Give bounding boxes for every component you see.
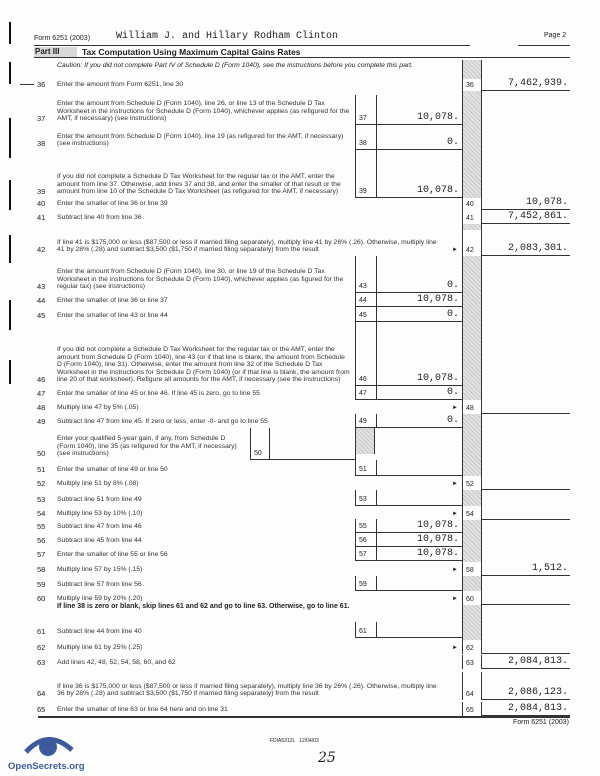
divider bbox=[34, 45, 470, 46]
line-amount[interactable]: 10,078. bbox=[525, 197, 568, 208]
inner-entry-box bbox=[355, 256, 462, 293]
line-description: Multiply line 59 by 20% (.20) bbox=[57, 595, 143, 603]
line-description: Enter the smaller of line 36 or line 39 bbox=[57, 200, 168, 208]
scan-mark bbox=[9, 22, 11, 44]
line-amount[interactable]: 10,078. bbox=[416, 112, 459, 123]
form-line-62 bbox=[0, 640, 600, 654]
line-description: Multiply line 53 by 10% (.10) bbox=[57, 510, 143, 518]
outer-line-label: 36 bbox=[462, 79, 482, 91]
inner-entry-box bbox=[355, 460, 462, 476]
inner-entry-box bbox=[355, 414, 462, 428]
arrow-icon: ► bbox=[452, 481, 458, 487]
line-amount[interactable]: 10,078. bbox=[416, 548, 459, 559]
inner-entry-box bbox=[355, 307, 462, 322]
page-number-handwritten: 25 bbox=[318, 750, 336, 766]
divider bbox=[34, 57, 570, 58]
line-number: 51 bbox=[37, 465, 46, 474]
arrow-icon: ► bbox=[452, 247, 458, 253]
form-line-63 bbox=[0, 655, 600, 669]
page-label: Page 2 bbox=[544, 32, 567, 39]
outer-line-label: 58 bbox=[462, 562, 482, 576]
line-amount[interactable]: 1,512. bbox=[531, 563, 568, 574]
line-description: If you did not complete a Schedule D Tax Worksheet for the regular tax or the AMT, enter the amount from line 37. Otherwise, add lines 37 and 38, and enter the smaller of that result or the amount from line 10 of the Schedule D Tax Worksheet (as refigured for the AMT, if necessary) bbox=[57, 173, 341, 196]
line-description: Subtract line 45 from line 44 bbox=[57, 537, 142, 545]
line-number: 53 bbox=[37, 495, 46, 504]
form-line-40 bbox=[0, 198, 600, 210]
line-number: 48 bbox=[37, 403, 46, 412]
inner-line-label: 55 bbox=[356, 519, 377, 532]
form-line-53 bbox=[0, 490, 600, 506]
line-number: 63 bbox=[37, 658, 46, 667]
form-line-42 bbox=[0, 230, 600, 256]
outer-line-label: 54 bbox=[462, 506, 482, 520]
arrow-icon: ► bbox=[452, 645, 458, 651]
inner-entry-box bbox=[355, 519, 462, 533]
form-line-38 bbox=[0, 125, 600, 150]
divider bbox=[518, 45, 570, 46]
inner-line-label: 61 bbox=[356, 622, 377, 637]
line-amount[interactable]: 10,078. bbox=[416, 534, 459, 545]
inner-entry-box bbox=[355, 322, 462, 386]
inner-line-label: 47 bbox=[356, 386, 377, 399]
arrow-icon: ► bbox=[452, 567, 458, 573]
part-label: Part III bbox=[34, 47, 77, 57]
eye-icon bbox=[8, 728, 88, 758]
inner-line-label: 59 bbox=[356, 576, 377, 590]
form-line-54 bbox=[0, 506, 600, 520]
line-50-box: 50 bbox=[250, 428, 355, 460]
outer-entry-box bbox=[482, 506, 570, 520]
watermark-text: OpenSecrets.org bbox=[8, 761, 85, 772]
line-number: 56 bbox=[37, 536, 46, 545]
outer-entry-box bbox=[482, 210, 570, 224]
line-number: 39 bbox=[37, 187, 46, 196]
line-amount[interactable]: 0. bbox=[446, 137, 459, 148]
line-amount[interactable]: 0. bbox=[446, 387, 459, 398]
part-title: Tax Computation Using Maximum Capital Gains Rates bbox=[82, 47, 301, 57]
inner-entry-box bbox=[355, 386, 462, 400]
outer-entry-box bbox=[482, 702, 570, 716]
line-description: Subtract line 57 from line 56 bbox=[57, 581, 142, 589]
outer-line-label: 40 bbox=[462, 198, 482, 210]
line-description: Enter the smaller of line 55 or line 56 bbox=[57, 551, 168, 559]
inner-line-label: 37 bbox=[356, 95, 377, 124]
line-description: Subtract line 47 from line 45. If zero or less, enter -0- and go to line 55 bbox=[57, 418, 268, 426]
line-description: Multiply line 51 by 8% (.08) bbox=[57, 480, 139, 488]
line-description: Enter the smaller of line 49 or line 50 bbox=[57, 466, 168, 474]
line-description: Enter your qualified 5-year gain, if any, from Schedule D (Form 1040), line 35 (as refigured for the AMT, if necessary) (see instructions) bbox=[57, 435, 237, 458]
arrow-icon: ► bbox=[452, 405, 458, 411]
line-description: Subtract line 47 from line 46 bbox=[57, 523, 142, 531]
line-number: 40 bbox=[37, 199, 46, 208]
line-description: Enter the smaller of line 43 or line 44 bbox=[57, 312, 168, 320]
line-description: If line 36 is $175,000 or less ($87,500 or less if married filing separately), multiply line 36 by 26% (.26). Otherwise, multiply line 36 by 28% (.28) and subtract $3,500 ($1,750 if married filing separately) from the result bbox=[57, 682, 437, 698]
outer-entry-box bbox=[482, 562, 570, 576]
line-description: Subtract line 51 from line 49 bbox=[57, 496, 142, 504]
outer-entry-box bbox=[482, 591, 570, 605]
form-line-41 bbox=[0, 210, 600, 224]
opensecrets-logo bbox=[8, 728, 88, 773]
bottom-rule bbox=[38, 716, 570, 718]
line-description: If line 41 is $175,000 or less ($87,500 or less if married filing separately), multiply line 41 by 26% (.26). Otherwise, multiply line 41 by 28% (.28) and subtract $3,500 ($1,750 if married filing separately) from the result bbox=[57, 238, 437, 254]
line-description: Enter the amount from Form 6251, line 30 bbox=[57, 81, 184, 89]
inner-line-label: 43 bbox=[356, 256, 377, 292]
line-description: Multiply line 61 by 25% (.25) bbox=[57, 644, 143, 652]
line-number: 42 bbox=[37, 245, 46, 254]
outer-entry-box bbox=[482, 230, 570, 256]
line-number: 37 bbox=[37, 114, 46, 123]
footer-code: FDIA5312L 12/04/03 bbox=[270, 738, 319, 744]
outer-entry-box bbox=[482, 79, 570, 91]
line-number: 55 bbox=[37, 522, 46, 531]
line-number: 36 bbox=[37, 80, 46, 89]
inner-entry-box bbox=[355, 622, 462, 638]
skip-note: If line 38 is zero or blank, skip lines 61 and 62 and go to line 63. Otherwise, go to line 61. bbox=[57, 603, 350, 610]
line-amount[interactable]: 0. bbox=[446, 415, 459, 426]
form-line-46 bbox=[0, 322, 600, 386]
outer-entry-box bbox=[482, 640, 570, 654]
inner-entry-box bbox=[355, 150, 462, 198]
form-line-61 bbox=[0, 622, 600, 638]
inner-entry-box bbox=[355, 576, 462, 591]
outer-entry-box bbox=[482, 672, 570, 700]
form-line-36 bbox=[0, 79, 600, 91]
form-line-48 bbox=[0, 400, 600, 414]
form-line-37 bbox=[0, 95, 600, 125]
line-amount[interactable]: 10,078. bbox=[416, 520, 459, 531]
form-label: Form 6251 (2003) bbox=[34, 35, 91, 42]
outer-line-label: 63 bbox=[462, 655, 482, 669]
form-line-51 bbox=[0, 460, 600, 476]
caution-note: Caution: If you did not complete Part IV of Schedule D (Form 1040), see the instructions before you complete this part. bbox=[57, 62, 413, 69]
line-amount[interactable]: 7,462,939. bbox=[507, 78, 568, 89]
inner-entry-box bbox=[355, 533, 462, 547]
arrow-icon: ► bbox=[452, 596, 458, 602]
inner-line-label: 46 bbox=[356, 322, 377, 385]
outer-line-label: 41 bbox=[462, 210, 482, 224]
line-amount[interactable]: 7,452,861. bbox=[507, 211, 568, 222]
footer-form-label: Form 6251 (2003) bbox=[512, 719, 569, 726]
form-line-64 bbox=[0, 672, 600, 700]
form-line-43 bbox=[0, 256, 600, 293]
inner-entry-box bbox=[355, 490, 462, 506]
outer-line-label: 60 bbox=[462, 591, 482, 605]
inner-line-label: 38 bbox=[356, 125, 377, 149]
inner-line-label: 56 bbox=[356, 533, 377, 546]
inner-entry-box bbox=[355, 293, 462, 307]
line-number: 65 bbox=[37, 705, 46, 714]
outer-line-label: 62 bbox=[462, 640, 482, 654]
inner-line-label: 49 bbox=[356, 414, 377, 427]
line-amount[interactable]: 2,084,813. bbox=[507, 703, 568, 714]
line-number: 60 bbox=[37, 594, 46, 603]
line-description: Enter the amount from Schedule D (Form 1040), line 30, or line 19 of the Schedule D Tax Worksheet in the instructions for Schedule D (Form 1040), whichever applies (as figured for the regular tax) (see instructions) bbox=[57, 268, 344, 291]
form-line-44 bbox=[0, 293, 600, 307]
inner-line-label: 39 bbox=[356, 150, 377, 197]
line-amount[interactable]: 2,084,813. bbox=[507, 656, 568, 667]
form-line-56 bbox=[0, 533, 600, 547]
taxpayer-name: William J. and Hillary Rodham Clinton bbox=[116, 31, 339, 42]
inner-line-label: 45 bbox=[356, 307, 377, 321]
line-description: Multiply line 47 by 5% (.05) bbox=[57, 404, 139, 412]
line-description: Enter the amount from Schedule D (Form 1040), line 19 (as refigured for the AMT, if necessary) (see instructions) bbox=[57, 132, 344, 148]
line-amount[interactable]: 10,078. bbox=[416, 185, 459, 196]
outer-line-label: 48 bbox=[462, 400, 482, 414]
line-number: 57 bbox=[37, 550, 46, 559]
line-description: Enter the smaller of line 36 or line 37 bbox=[57, 297, 168, 305]
form-line-39 bbox=[0, 150, 600, 198]
line-number: 47 bbox=[37, 389, 46, 398]
form-line-55 bbox=[0, 519, 600, 533]
line-number: 38 bbox=[37, 139, 46, 148]
line-description: Enter the smaller of line 63 or line 64 here and on line 31 bbox=[57, 706, 228, 714]
form-line-45 bbox=[0, 307, 600, 322]
line-description: Subtract line 40 from line 36 bbox=[57, 214, 142, 222]
line-description: Enter the smaller of line 45 or line 46. If line 45 is zero, go to line 55 bbox=[57, 390, 260, 398]
line-amount[interactable]: 10,078. bbox=[416, 294, 459, 305]
line-number: 61 bbox=[37, 627, 46, 636]
inner-line-label: 51 bbox=[356, 460, 377, 475]
outer-entry-box bbox=[482, 476, 570, 490]
outer-entry-box bbox=[482, 198, 570, 210]
line-number: 62 bbox=[37, 643, 46, 652]
line-number: 45 bbox=[37, 311, 46, 320]
inner-entry-box bbox=[355, 95, 462, 125]
line-number: 58 bbox=[37, 565, 46, 574]
outer-line-label: 42 bbox=[462, 230, 482, 256]
outer-entry-box bbox=[482, 655, 570, 669]
line-description: Add lines 42, 48, 52, 54, 58, 60, and 62 bbox=[57, 659, 176, 667]
line-number: 49 bbox=[37, 417, 46, 426]
outer-line-label: 64 bbox=[462, 672, 482, 700]
form-line-57 bbox=[0, 547, 600, 561]
inner-line-label: 44 bbox=[356, 293, 377, 306]
line-number: 52 bbox=[37, 479, 46, 488]
form-line-47 bbox=[0, 386, 600, 400]
line-description: If you did not complete a Schedule D Tax Worksheet for the regular tax or the AMT, enter the amount from Schedule D (Form 1040), line 43 (or if that line is blank, the amount from Schedule D (Form 1040), line 31). Otherwise, enter the amount from line 32 of the Schedule D Tax Worksheet in the instructions for Schedule D (Form 1040) (or if that line is blank, the amount from line 20 of that worksheet). Refigure all amounts for the AMT, if necessary (see the instructions) bbox=[57, 346, 350, 384]
line-number: 41 bbox=[37, 213, 46, 222]
outer-line-label: 65 bbox=[462, 702, 482, 716]
line-number: 43 bbox=[37, 282, 46, 291]
line-amount[interactable]: 0. bbox=[446, 309, 459, 320]
line-amount[interactable]: 2,086,123. bbox=[507, 687, 568, 698]
inner-line-label: 57 bbox=[356, 547, 377, 560]
form-line-49 bbox=[0, 414, 600, 428]
line-amount[interactable]: 2,083,301. bbox=[507, 243, 568, 254]
inner-line-label: 53 bbox=[356, 490, 377, 505]
line-description: Multiply line 57 by 15% (.15) bbox=[57, 566, 143, 574]
line-number: 44 bbox=[37, 296, 46, 305]
line-number: 46 bbox=[37, 375, 46, 384]
line-amount[interactable]: 10,078. bbox=[416, 373, 459, 384]
line-number: 59 bbox=[37, 580, 46, 589]
form-line-52 bbox=[0, 476, 600, 490]
form-line-58 bbox=[0, 562, 600, 576]
form-line-50 bbox=[0, 428, 600, 460]
line-number: 50 bbox=[37, 449, 46, 458]
outer-line-label: 52 bbox=[462, 476, 482, 490]
line-number: 64 bbox=[37, 689, 46, 698]
inner-entry-box bbox=[355, 125, 462, 150]
form-line-59 bbox=[0, 576, 600, 591]
inner-entry-box bbox=[355, 547, 462, 561]
arrow-icon: ► bbox=[452, 511, 458, 517]
line-number: 54 bbox=[37, 509, 46, 518]
line-description: Subtract line 44 from line 40 bbox=[57, 628, 142, 636]
shaded-cell bbox=[355, 428, 375, 454]
form-line-65 bbox=[0, 702, 600, 716]
outer-entry-box bbox=[482, 400, 570, 414]
line-description: Enter the amount from Schedule D (Form 1040), line 26, or line 13 of the Schedule D Tax Worksheet in the instructions for Schedule D (Form 1040), whichever applies (as refigured for the AMT, if necessary) (see instructions) bbox=[57, 100, 350, 123]
line-amount[interactable]: 0. bbox=[446, 280, 459, 291]
